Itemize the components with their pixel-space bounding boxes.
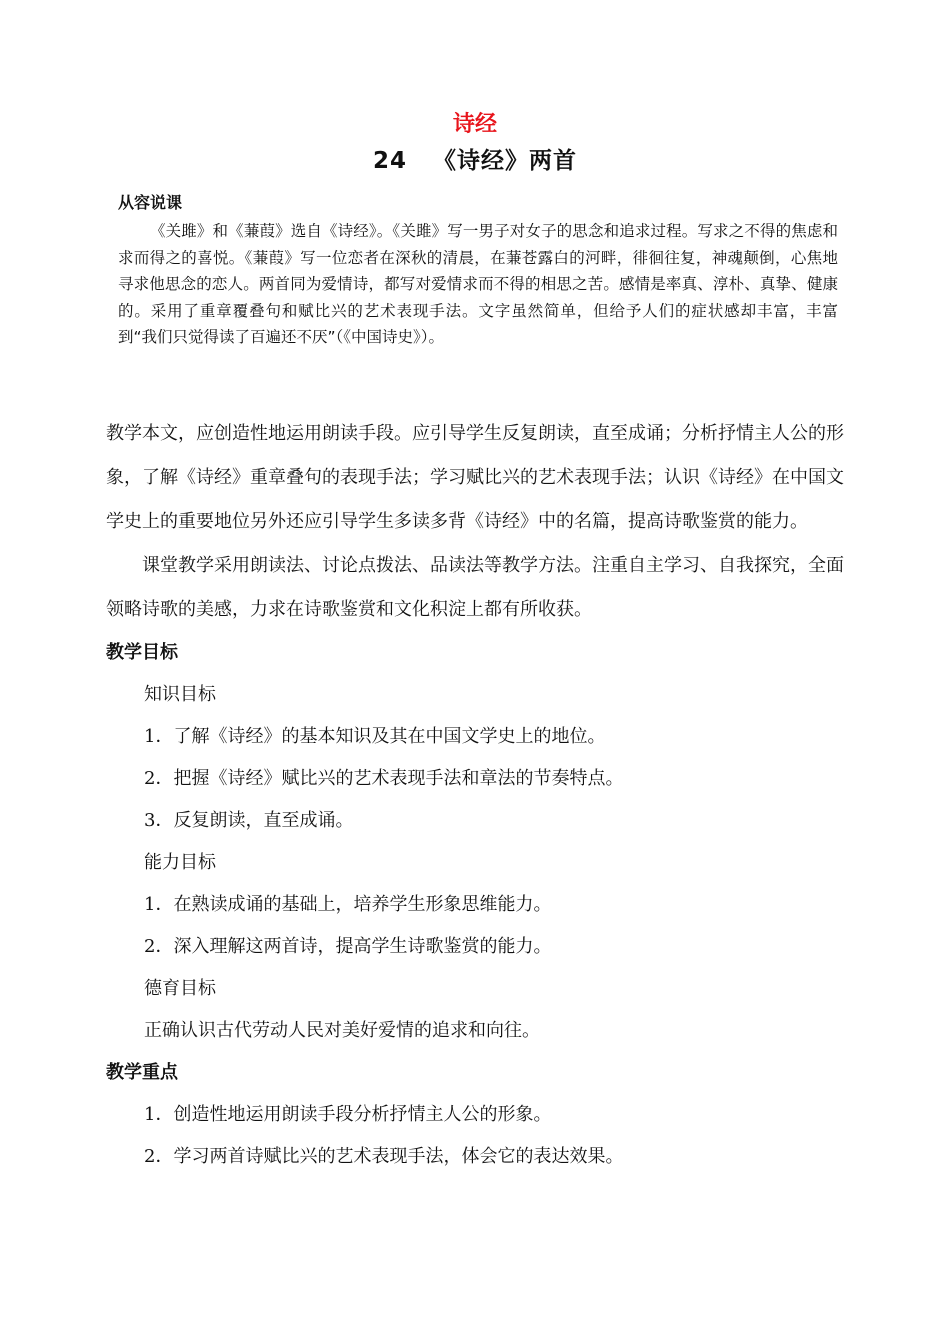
ability-item: 1．在熟读成诵的基础上，培养学生形象思维能力。 bbox=[144, 894, 552, 915]
lesson-number: 24 bbox=[372, 148, 407, 174]
moral-item: 正确认识古代劳动人民对美好爱情的追求和向往。 bbox=[144, 1020, 540, 1041]
knowledge-item: 1．了解《诗经》的基本知识及其在中国文学史上的地位。 bbox=[144, 726, 606, 747]
moral-heading: 德育目标 bbox=[144, 978, 216, 999]
intro-text: 《关雎》和《蒹葭》选自《诗经》。《关雎》写一男子对女子的思念和追求过程。写求之不得的焦虑和求而得之的喜悦。《蒹葭》写一位恋者在深秋的清晨，在蒹苍露白的河畔，徘徊往复，神魂颠倒，心焦地寻求他思念的恋人。两首同为爱情诗，都写对爱情求而不得的相思之苦。感情是率真、淳朴、真挚、健康的。采用了重章覆叠句和赋比兴的艺术表现手法。文字虽然简单，但给予人们的症状感却丰富，丰富到“我们只觉得读了百遍还不厌”（《中国诗史》）。 bbox=[118, 222, 838, 346]
knowledge-item: 3．反复朗读，直至成诵。 bbox=[144, 810, 354, 831]
intro-section bbox=[118, 190, 838, 351]
ability-heading: 能力目标 bbox=[144, 852, 216, 873]
body-paragraph-1: 教学本文，应创造性地运用朗读手段。应引导学生反复朗读，直至成诵；分析抒情主人公的形象，了解《诗经》重章叠句的表现手法；学习赋比兴的艺术表现手法；认识《诗经》在中国文学史上的重要地位另外还应引导学生多读多背《诗经》中的名篇，提高诗歌鉴赏的能力。 bbox=[106, 423, 844, 532]
body-paragraph-2: 课堂教学采用朗读法、讨论点拨法、品读法等教学方法。注重自主学习、自我探究，全面领略诗歌的美感，力求在诗歌鉴赏和文化积淀上都有所收获。 bbox=[106, 555, 844, 620]
key-point-item: 1．创造性地运用朗读手段分析抒情主人公的形象。 bbox=[144, 1104, 552, 1125]
body-content bbox=[106, 412, 844, 1178]
lesson-title bbox=[0, 144, 950, 178]
key-points-heading: 教学重点 bbox=[106, 1062, 178, 1083]
knowledge-item: 2．把握《诗经》赋比兴的艺术表现手法和章法的节奏特点。 bbox=[144, 768, 624, 789]
category-title: 诗经 bbox=[452, 112, 497, 137]
lesson-name: 《诗经》两首 bbox=[433, 148, 577, 174]
intro-heading: 从容说课 bbox=[118, 193, 183, 212]
ability-item: 2．深入理解这两首诗，提高学生诗歌鉴赏的能力。 bbox=[144, 936, 552, 957]
knowledge-heading: 知识目标 bbox=[144, 684, 216, 705]
goals-heading: 教学目标 bbox=[106, 642, 178, 663]
key-point-item: 2．学习两首诗赋比兴的艺术表现手法，体会它的表达效果。 bbox=[144, 1146, 624, 1167]
